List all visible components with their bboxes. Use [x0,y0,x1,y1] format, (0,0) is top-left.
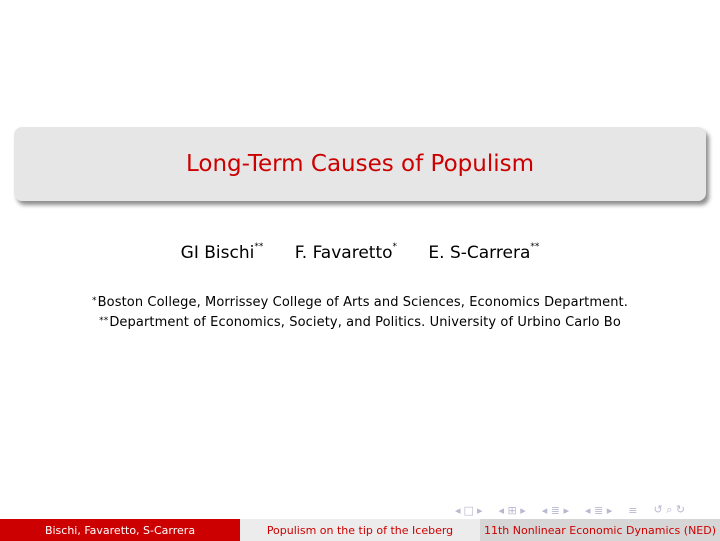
title-box [14,127,706,201]
nav-prev-icon[interactable]: ◂ [455,503,461,517]
author-mark: * [392,242,398,252]
slide-title: Long-Term Causes of Populism [185,151,534,177]
nav-subsection-icon[interactable]: ◂ ⊞ ▸ [498,503,526,517]
nav-align-icon[interactable]: ≡ [628,503,638,517]
author-bischi: GI Bischi** [180,242,264,263]
affiliation-urbino: **Department of Economics, Society, and Politics. University of Urbino Carlo Bo [99,315,621,330]
author-mark: ** [254,242,264,252]
beamer-navigation [455,503,688,517]
author-s-carrera: E. S-Carrera** [428,242,540,263]
affiliation-boston: *Boston College, Morrissey College of Arts and Sciences, Economics Department. [92,295,628,310]
nav-search-icon[interactable]: ↺ ⌕ ↻ [653,503,686,516]
footer-authors: Bischi, Favaretto, S-Carrera [0,519,240,541]
footer-bar [0,519,720,541]
nav-next-icon[interactable]: ▸ [476,503,483,517]
nav-slide-icon[interactable]: ◂ ≣ ▸ [585,503,613,517]
footer-title: Populism on the tip of the Iceberg [240,519,480,541]
nav-frame-icon[interactable]: □ [463,503,474,517]
nav-section-icon[interactable]: ◂ ≣ ▸ [541,503,569,517]
author-list [0,242,720,263]
author-mark: ** [530,242,540,252]
footer-conference: 11th Nonlinear Economic Dynamics (NED) [480,519,720,541]
author-favaretto: F. Favaretto* [294,242,398,263]
